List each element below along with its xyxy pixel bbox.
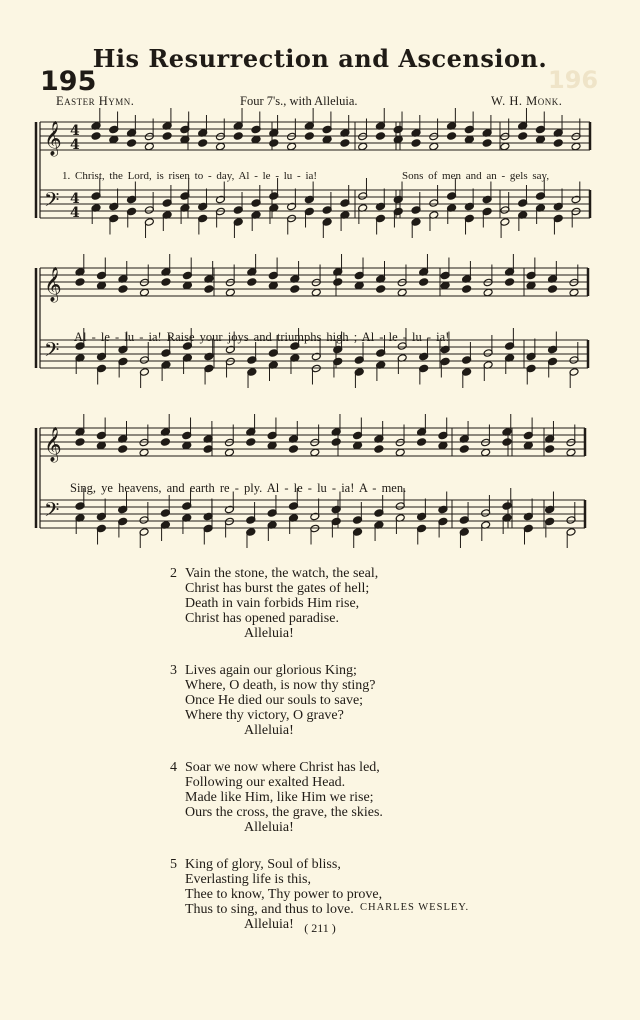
note-head [354, 281, 364, 290]
note-head [139, 288, 149, 297]
bass-clef: 𝄢 [44, 188, 60, 216]
time-signature: 4 [70, 123, 80, 139]
note-head [481, 448, 491, 457]
note-head [322, 135, 332, 144]
page-number: ( 211 ) [304, 921, 336, 935]
note-head [376, 285, 386, 294]
verse-alleluia: Alleluia! [244, 626, 294, 641]
system-1-lyric-b: Sons of men and an - gels say, [402, 170, 550, 182]
verse-alleluia: Alleluia! [244, 917, 294, 932]
verse-line: Lives again our glorious King; [185, 663, 357, 678]
note-head [553, 139, 563, 148]
note-head [182, 441, 192, 450]
verse-line: Thus to sing, and thus to love. [185, 902, 354, 917]
verse-line: Ours the cross, the grave, the skies. [185, 805, 383, 820]
note-head [331, 438, 341, 447]
meter-label: Four 7's., with Alleluia. [240, 94, 358, 108]
note-head [438, 441, 448, 450]
verse-number: 4 [170, 760, 177, 775]
treble-clef: 𝄞 [44, 121, 62, 156]
verse-alleluia: Alleluia! [244, 723, 294, 738]
composer-name: W. H. Monk. [491, 94, 563, 108]
time-signature: 4 [70, 137, 80, 153]
note-head [251, 135, 261, 144]
note-head [395, 448, 405, 457]
note-head [545, 445, 555, 454]
note-head [333, 278, 343, 287]
note-head [161, 278, 171, 287]
note-head [500, 142, 510, 151]
note-head [224, 448, 234, 457]
treble-clef: 𝄞 [44, 427, 62, 462]
verse-line: Once He died our souls to save; [185, 693, 364, 708]
note-head [75, 438, 85, 447]
verse-line: Vain the stone, the watch, the seal, [185, 566, 379, 581]
note-head [440, 281, 450, 290]
note-head [483, 288, 493, 297]
section-title: His Resurrection and Ascension. [92, 44, 548, 73]
note-head [358, 142, 368, 151]
treble-clef: 𝄞 [44, 267, 62, 302]
verse-line: Christ has opened paradise. [185, 611, 339, 626]
note-head [304, 132, 314, 141]
verse-4 [170, 760, 490, 835]
note-head [246, 438, 256, 447]
note-head [311, 288, 321, 297]
note-head [233, 132, 243, 141]
note-head [225, 288, 235, 297]
verse-line: King of glory, Soul of bliss, [185, 857, 341, 872]
note-head [287, 142, 297, 151]
note-head [571, 142, 581, 151]
note-head [75, 278, 85, 287]
note-head [160, 438, 170, 447]
note-head [118, 445, 128, 454]
note-head [374, 445, 384, 454]
note-head [182, 281, 192, 290]
verse-line: Thee to know, Thy power to prove, [185, 887, 383, 902]
note-head [419, 278, 429, 287]
note-head [447, 132, 457, 141]
verse-2 [170, 566, 490, 641]
system-3-lyric: Sing, ye heavens, and earth re - ply. Al - le - lu - ia! A - men. [70, 481, 407, 495]
author-credit: CHARLES WESLEY. [360, 902, 470, 913]
note-head [139, 448, 149, 457]
note-head [109, 135, 119, 144]
verse-line: Christ has burst the gates of hell; [185, 581, 370, 596]
note-head [417, 438, 427, 447]
tune-name: Easter Hymn. [56, 94, 135, 108]
verse-line: Made like Him, like Him we rise; [185, 790, 374, 805]
note-head [375, 132, 385, 141]
verse-line: Soar we now where Christ has led, [185, 760, 380, 775]
bass-clef: 𝄢 [44, 338, 60, 366]
note-head [310, 448, 320, 457]
verse-alleluia: Alleluia! [244, 820, 294, 835]
system-2-lyric: Al - le - lu - ia! Raise your joys and triumphs high ; Al - le - lu - ia! [74, 330, 450, 344]
note-head [162, 132, 172, 141]
note-head [535, 135, 545, 144]
bass-clef: 𝄢 [44, 498, 60, 526]
note-head [393, 135, 403, 144]
note-head [91, 132, 101, 141]
verse-3 [170, 663, 490, 738]
note-head [267, 441, 277, 450]
bleed-through-hymn-number: 196 [548, 66, 599, 94]
verse-line: Following our exalted Head. [185, 775, 346, 790]
note-head [482, 139, 492, 148]
verse-line: Where, O death, is now thy sting? [185, 678, 376, 693]
verse-number: 2 [170, 566, 177, 581]
verses-block [170, 566, 490, 954]
note-head [566, 448, 576, 457]
note-head [198, 139, 208, 148]
note-head [268, 281, 278, 290]
verse-line: Everlasting life is this, [185, 872, 311, 887]
note-head [97, 281, 107, 290]
note-head [569, 288, 579, 297]
note-head [548, 285, 558, 294]
note-head [353, 441, 363, 450]
note-head [459, 445, 469, 454]
note-head [464, 135, 474, 144]
note-head [215, 142, 225, 151]
note-head [96, 441, 106, 450]
note-head [526, 281, 536, 290]
note-head [397, 288, 407, 297]
time-signature: 4 [70, 191, 80, 207]
hymn-number: 195 [40, 66, 97, 97]
note-head [118, 285, 128, 294]
note-head [247, 278, 257, 287]
note-head [290, 285, 300, 294]
verse-number: 3 [170, 663, 177, 678]
verse-line: Death in vain forbids Him rise, [185, 596, 360, 611]
note-head [289, 445, 299, 454]
note-head [502, 438, 512, 447]
time-signature: 4 [70, 205, 80, 221]
note-head [505, 278, 515, 287]
system-1-lyric-a: 1. Christ, the Lord, is risen to - day, Al - le - lu - ia! [62, 170, 318, 182]
note-head [144, 142, 154, 151]
note-head [411, 139, 421, 148]
note-head [518, 132, 528, 141]
note-head [127, 139, 137, 148]
note-head [269, 139, 279, 148]
note-head [204, 285, 214, 294]
note-head [462, 285, 472, 294]
verse-number: 5 [170, 857, 177, 872]
note-head [523, 441, 533, 450]
note-head [429, 142, 439, 151]
note-head [340, 139, 350, 148]
verse-line: Where thy victory, O grave? [185, 708, 344, 723]
